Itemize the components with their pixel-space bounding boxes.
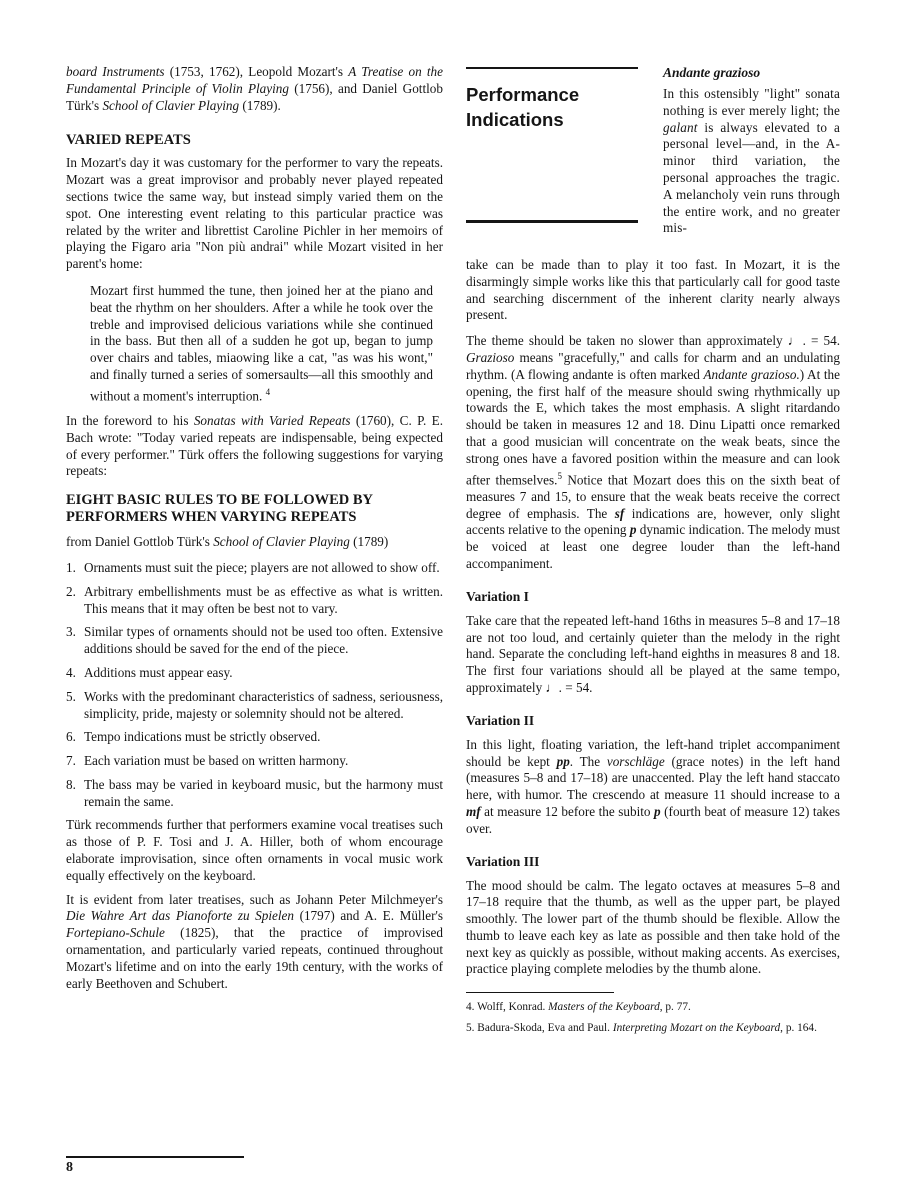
text-segment: (1789). — [239, 97, 281, 113]
italic-text: Die Wahre Art das Pianoforte zu Spielen — [66, 908, 294, 924]
rule-number: 4. — [66, 664, 76, 680]
text-segment: means "gracefully," and calls for charm and an undulating rhythm. (A flowing andante is often marked — [466, 349, 840, 382]
rule-item — [66, 777, 443, 811]
footnote-ref: 5 — [557, 470, 562, 481]
rule-text: Similar types of ornaments should not be used too often. Extensive additions should be saved for the end of the piece. — [84, 624, 443, 657]
andante-intro — [663, 86, 840, 237]
text-segment: ) At the opening, the first half of the measure should swing rhythmically up towards the E, which takes the most emphasis. A slight ritardando should be taken in measures 12 and 18. Dinu Lipatti once remarked that a good musician will concentrate on the weak beats, since the strong ones have a favored position within the measure and can look after themselves. — [466, 366, 840, 487]
text-segment: (1753, 1762), Leopold Mozart's — [164, 64, 349, 79]
rule-text: Arbitrary embellishments must be as effective as what is written. This means that it may often be best not to vary. — [84, 583, 443, 616]
text-segment: Notice that Mozart does this on the sixth beat of measures 7 and 15, to ensure that the weak beats receive the correct degree of emphasis. The — [466, 471, 840, 521]
footnote — [466, 1000, 840, 1015]
rule-text: Each variation must be based on written harmony. — [84, 753, 349, 769]
dynamic-mark: pp — [556, 753, 570, 769]
footnote-rule — [466, 992, 614, 993]
rule-item — [66, 729, 443, 746]
italic-text: School of Clavier Playing — [213, 534, 350, 550]
rule-item — [66, 665, 443, 682]
page-number-rule — [66, 1156, 244, 1158]
italic-text: Interpreting Mozart on the Keyboard — [612, 1021, 781, 1034]
text-segment: is always elevated to a personal level—and, in the A-minor third variation, the personal approaches the tragic. A melancholy vein runs through the entire work, and no greater mis- — [663, 119, 840, 236]
italic-text: Masters of the Keyboard — [548, 1001, 660, 1014]
italic-text: A Treatise on the Fundamental Principle of Violin Playing — [66, 64, 444, 96]
quote-footnote-ref: 4 — [265, 386, 271, 397]
italic-text: board Instruments — [66, 64, 165, 79]
sidebar-top-rule — [466, 67, 638, 69]
rule-number: 7. — [66, 753, 76, 769]
text-segment: (1756), and Daniel Gottlob Türk's — [66, 80, 443, 113]
text-segment: at measure 12 before the subito — [480, 803, 655, 819]
text-segment: 4. Wolff, Konrad. — [466, 1001, 549, 1014]
footnote — [466, 1021, 840, 1036]
footnotes — [466, 1000, 840, 1035]
page-number: 8 — [66, 1160, 73, 1175]
italic-text: School of Clavier Playing — [102, 97, 240, 113]
text-segment: , p. 77. — [659, 1001, 691, 1014]
rule-text: Works with the predominant characteristics of sadness, seriousness, simplicity, pride, majesty or solemnity should not be altered. — [84, 688, 443, 721]
dynamic-mark: mf — [466, 803, 481, 819]
variation-2-title: Variation II — [466, 712, 535, 728]
rule-text: The bass may be varied in keyboard music, but the harmony must remain the same. — [84, 776, 443, 809]
rule-item — [66, 584, 443, 618]
italic-text: galant — [663, 119, 698, 135]
italic-text: Fortepiano-Schule — [66, 925, 165, 941]
variation-3-text: The mood should be calm. The legato octaves at measures 5–8 and 17–18 require that the thumb, as well as the upper part, be played smoothly. The lower part of the thumb should be flexible. Allow the thumb to leave each key as late as possible and then take hold of the next key as quickly as possible, without making accents. As exercises, practice playing complete melodies by the thumb alone. — [466, 877, 840, 977]
sidebar-bottom-rule — [466, 220, 638, 223]
variation-3-title: Variation III — [466, 853, 540, 869]
rules-source — [66, 534, 443, 551]
rule-number: 5. — [66, 688, 76, 704]
varied-repeats-heading: VARIED REPEATS — [66, 132, 191, 149]
text-segment: from Daniel Gottlob Türk's — [66, 534, 214, 550]
text-segment: dynamic indication. The melody must be voiced at least one degree louder than the left-hand accompaniment. — [466, 522, 840, 571]
rule-item — [66, 560, 443, 577]
quote-text: Mozart first hummed the tune, then joined her at the piano and beat the rhythm on her shoulders. After a while he took over the treble and improvised delicious variations while she continued in the bass. But then all of a sudden he got up, began to jump over chairs and tables, miaowing like a cat, "as was his wont," and finally turned a series of somersaults—all this smoothly and without a moment's interruption. — [90, 282, 433, 404]
text-segment: . The — [569, 753, 607, 769]
text-segment: (1789) — [349, 534, 389, 550]
varied-repeats-paragraph: In Mozart's day it was customary for the performer to vary the repeats. Mozart was a great improvisor and probably never played repeated sections twice the same way, but instead simply varied them on the spot. One interesting event relating to this particular practice was related by the writer and librettist Caroline Pichler in her memoirs of playing the Figaro aria "Non più andrai" while Mozart visited in her parent's home: — [66, 155, 443, 272]
andante-title: Andante grazioso — [663, 65, 761, 80]
left-column — [66, 0, 443, 992]
later-treatises-paragraph — [66, 892, 443, 993]
rule-number: 6. — [66, 729, 76, 745]
text-segment: It is evident from later treatises, such as Johann Peter Milchmeyer's — [66, 891, 443, 907]
rule-text: Additions must appear easy. — [84, 664, 233, 680]
text-segment: (1825), that the practice of improvised ornamentation, and particularly varied repeats, continued throughout Mozart's lifetime and on into the early 19th century, with the works of early Beethoven and Schubert. — [66, 925, 443, 991]
pichler-quote — [66, 283, 443, 405]
text-segment: (grace notes) in the left hand (measures 5–8 and 17–18) are unaccented. Play the left hand staccato here, with humor. The crescendo at measure 11 should increase to a — [466, 753, 841, 803]
text-segment: 5. Badura-Skoda, Eva and Paul. — [466, 1021, 613, 1034]
text-segment: (fourth beat of measure 12) takes over. — [466, 803, 841, 836]
rule-text: Ornaments must suit the piece; players are not allowed to show off. — [84, 559, 440, 575]
sidebar-title: Performance Indications — [466, 84, 580, 130]
text-segment: , p. 164. — [780, 1021, 817, 1034]
andante-intro-float — [663, 64, 840, 237]
andante-continuation: take can be made than to play it too fast. In Mozart, it is the disarmingly simple works like this that particularly call for good taste and searching discernment of the inherent clarity nearly always present. — [466, 257, 840, 323]
rules-list — [66, 560, 443, 811]
text-segment: The theme should be taken no slower than approximately ♩. = 54. — [466, 333, 840, 349]
variation-1-text: Take care that the repeated left-hand 16ths in measures 5–8 and 17–18 are not too loud, and certainly quieter than the melody in the right hand. Separate the concluding left-hand eighths in measures 8 and 18. The first four variations should all be played at the same tempo, approximately ♩. = 54. — [466, 612, 840, 695]
rule-number: 8. — [66, 776, 76, 792]
intro-paragraph — [66, 64, 443, 114]
rule-item — [66, 753, 443, 770]
rule-item — [66, 624, 443, 658]
variation-2-text — [466, 737, 840, 838]
italic-text: Sonatas with Varied Repeats — [193, 412, 351, 428]
italic-text: Andante grazioso. — [703, 366, 800, 382]
rule-number: 2. — [66, 583, 76, 599]
foreword-paragraph — [66, 413, 443, 480]
dynamic-mark: p — [629, 522, 637, 538]
variation-1-title: Variation I — [466, 588, 529, 604]
text-segment: In the foreword to his — [66, 412, 194, 428]
italic-text: vorschläge — [606, 753, 665, 769]
rule-item — [66, 689, 443, 723]
text-segment: In this ostensibly "light" sonata nothing is ever merely light; the — [663, 86, 840, 118]
rule-number: 3. — [66, 624, 76, 640]
dynamic-mark: p — [654, 803, 661, 819]
dynamic-mark: sf — [614, 505, 625, 521]
rule-text: Tempo indications must be strictly observed. — [84, 729, 321, 745]
text-segment: indications are, however, only slight accents relative to the opening — [466, 505, 840, 538]
text-segment: In this light, floating variation, the left-hand triplet accompaniment should be kept — [466, 736, 840, 769]
italic-text: Grazioso — [466, 349, 515, 365]
text-segment: (1797) and A. E. Müller's — [293, 908, 443, 924]
turk-paragraph: Türk recommends further that performers examine vocal treatises such as those of P. F. Tosi and J. A. Hiller, both of whom encourage elaborate improvisation, since often ornaments in vocal music work equally effectively on the keyboard. — [66, 817, 443, 883]
theme-paragraph — [466, 333, 840, 573]
right-column — [466, 257, 840, 1041]
rule-number: 1. — [66, 559, 76, 575]
text-segment: (1760), C. P. E. Bach wrote: "Today varied repeats are indispensable, being expected of every performer." Türk offers the following suggestions for varying repeats: — [66, 412, 443, 479]
rules-heading: EIGHT BASIC RULES TO BE FOLLOWED BY PERFORMERS WHEN VARYING REPEATS — [66, 492, 373, 526]
